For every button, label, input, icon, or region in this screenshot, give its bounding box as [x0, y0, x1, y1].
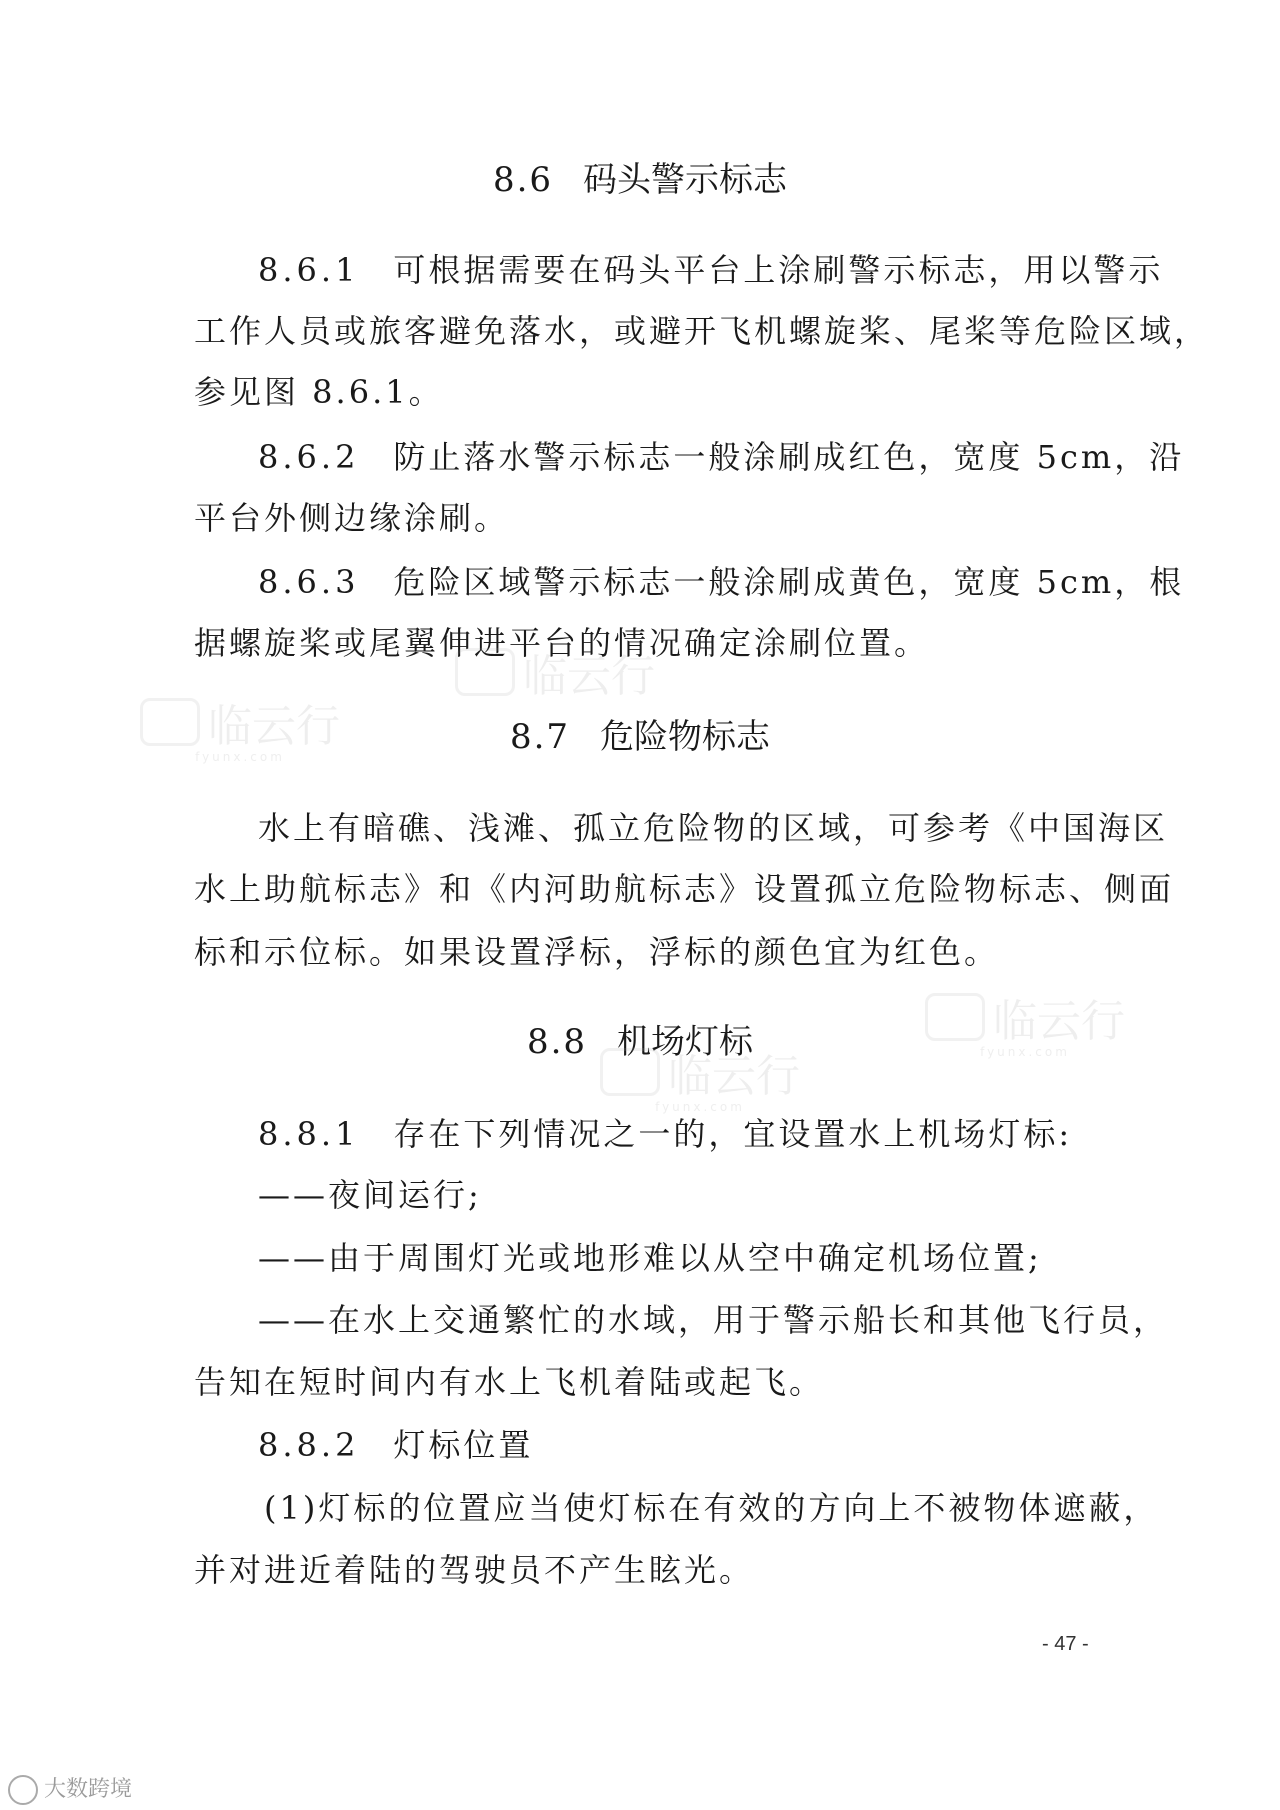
paragraph-8-6-3 — [258, 560, 1184, 604]
list-item: ——在水上交通繁忙的水域，用于警示船长和其他飞行员， — [258, 1301, 1169, 1339]
section-number: 8.8 — [526, 1022, 588, 1062]
list-item: ——由于周围灯光或地形难以从空中确定机场位置; — [258, 1239, 1042, 1277]
paragraph-line: 危险区域警示标志一般涂刷成黄色，宽度 5cm，根 — [393, 563, 1185, 601]
section-title: 危险物标志 — [600, 717, 771, 757]
section-heading-8-8 — [0, 1020, 1280, 1064]
paragraph-line: 防止落水警示标志一般涂刷成红色，宽度 5cm，沿 — [393, 438, 1185, 476]
paragraph-number: 8.8.1 — [258, 1115, 360, 1153]
watermark-text: 临云行 — [208, 701, 340, 752]
paragraph-line: 并对进近着陆的驾驶员不产生眩光。 — [194, 1551, 755, 1589]
paragraph-line: 平台外侧边缘涂刷。 — [194, 499, 510, 537]
paragraph-number: 8.6.2 — [258, 438, 360, 476]
section-heading-8-7 — [0, 715, 1280, 759]
paragraph-number: 8.6.1 — [258, 251, 360, 289]
watermark-sub: fyunx.com — [655, 1100, 745, 1114]
watermark-text: 临云行 — [523, 651, 655, 702]
list-item: 告知在短时间内有水上飞机着陆或起飞。 — [194, 1363, 825, 1401]
paragraph-8-6-2 — [258, 435, 1184, 479]
paragraph-line: 灯标位置 — [393, 1426, 534, 1464]
watermark-text: 临云行 — [668, 1051, 800, 1102]
paragraph-line: 标和示位标。如果设置浮标，浮标的颜色宜为红色。 — [194, 933, 1000, 971]
paragraph-8-8-2 — [258, 1423, 533, 1467]
paragraph-line: (1)灯标的位置应当使灯标在有效的方向上不被物体遮蔽， — [264, 1489, 1159, 1527]
footer-logo-icon — [8, 1775, 38, 1805]
paragraph-number: 8.8.2 — [258, 1426, 360, 1464]
paragraph-number: 8.6.3 — [258, 563, 360, 601]
paragraph-line: 工作人员或旅客避免落水，或避开飞机螺旋桨、尾桨等危险区域， — [194, 312, 1210, 350]
paragraph-line: 可根据需要在码头平台上涂刷警示标志，用以警示 — [393, 251, 1164, 289]
section-number: 8.6 — [492, 160, 554, 200]
watermark-sub: fyunx.com — [195, 750, 285, 764]
paragraph-line: 据螺旋桨或尾翼伸进平台的情况确定涂刷位置。 — [194, 624, 930, 662]
paragraph-line: 参见图 8.6.1。 — [194, 373, 444, 411]
section-title: 机场灯标 — [617, 1022, 754, 1062]
paragraph-line: 水上助航标志》和《内河助航标志》设置孤立危险物标志、侧面 — [194, 870, 1175, 908]
footer-watermark-text: 大数跨境 — [44, 1777, 133, 1802]
section-title: 码头警示标志 — [583, 160, 788, 200]
section-number: 8.7 — [509, 717, 571, 757]
list-item: ——夜间运行; — [258, 1176, 482, 1214]
footer-watermark — [8, 1772, 132, 1805]
watermark-sub: fyunx.com — [980, 1045, 1070, 1059]
page-number: - 47 - — [1042, 1633, 1089, 1655]
paragraph-8-8-1 — [258, 1112, 1072, 1156]
watermark-text: 临云行 — [993, 996, 1125, 1047]
paragraph-line: 水上有暗礁、浅滩、孤立危险物的区域，可参考《中国海区 — [258, 809, 1169, 847]
paragraph-8-6-1 — [258, 248, 1163, 292]
paragraph-line: 存在下列情况之一的，宜设置水上机场灯标: — [393, 1115, 1073, 1153]
section-heading-8-6 — [0, 158, 1280, 202]
